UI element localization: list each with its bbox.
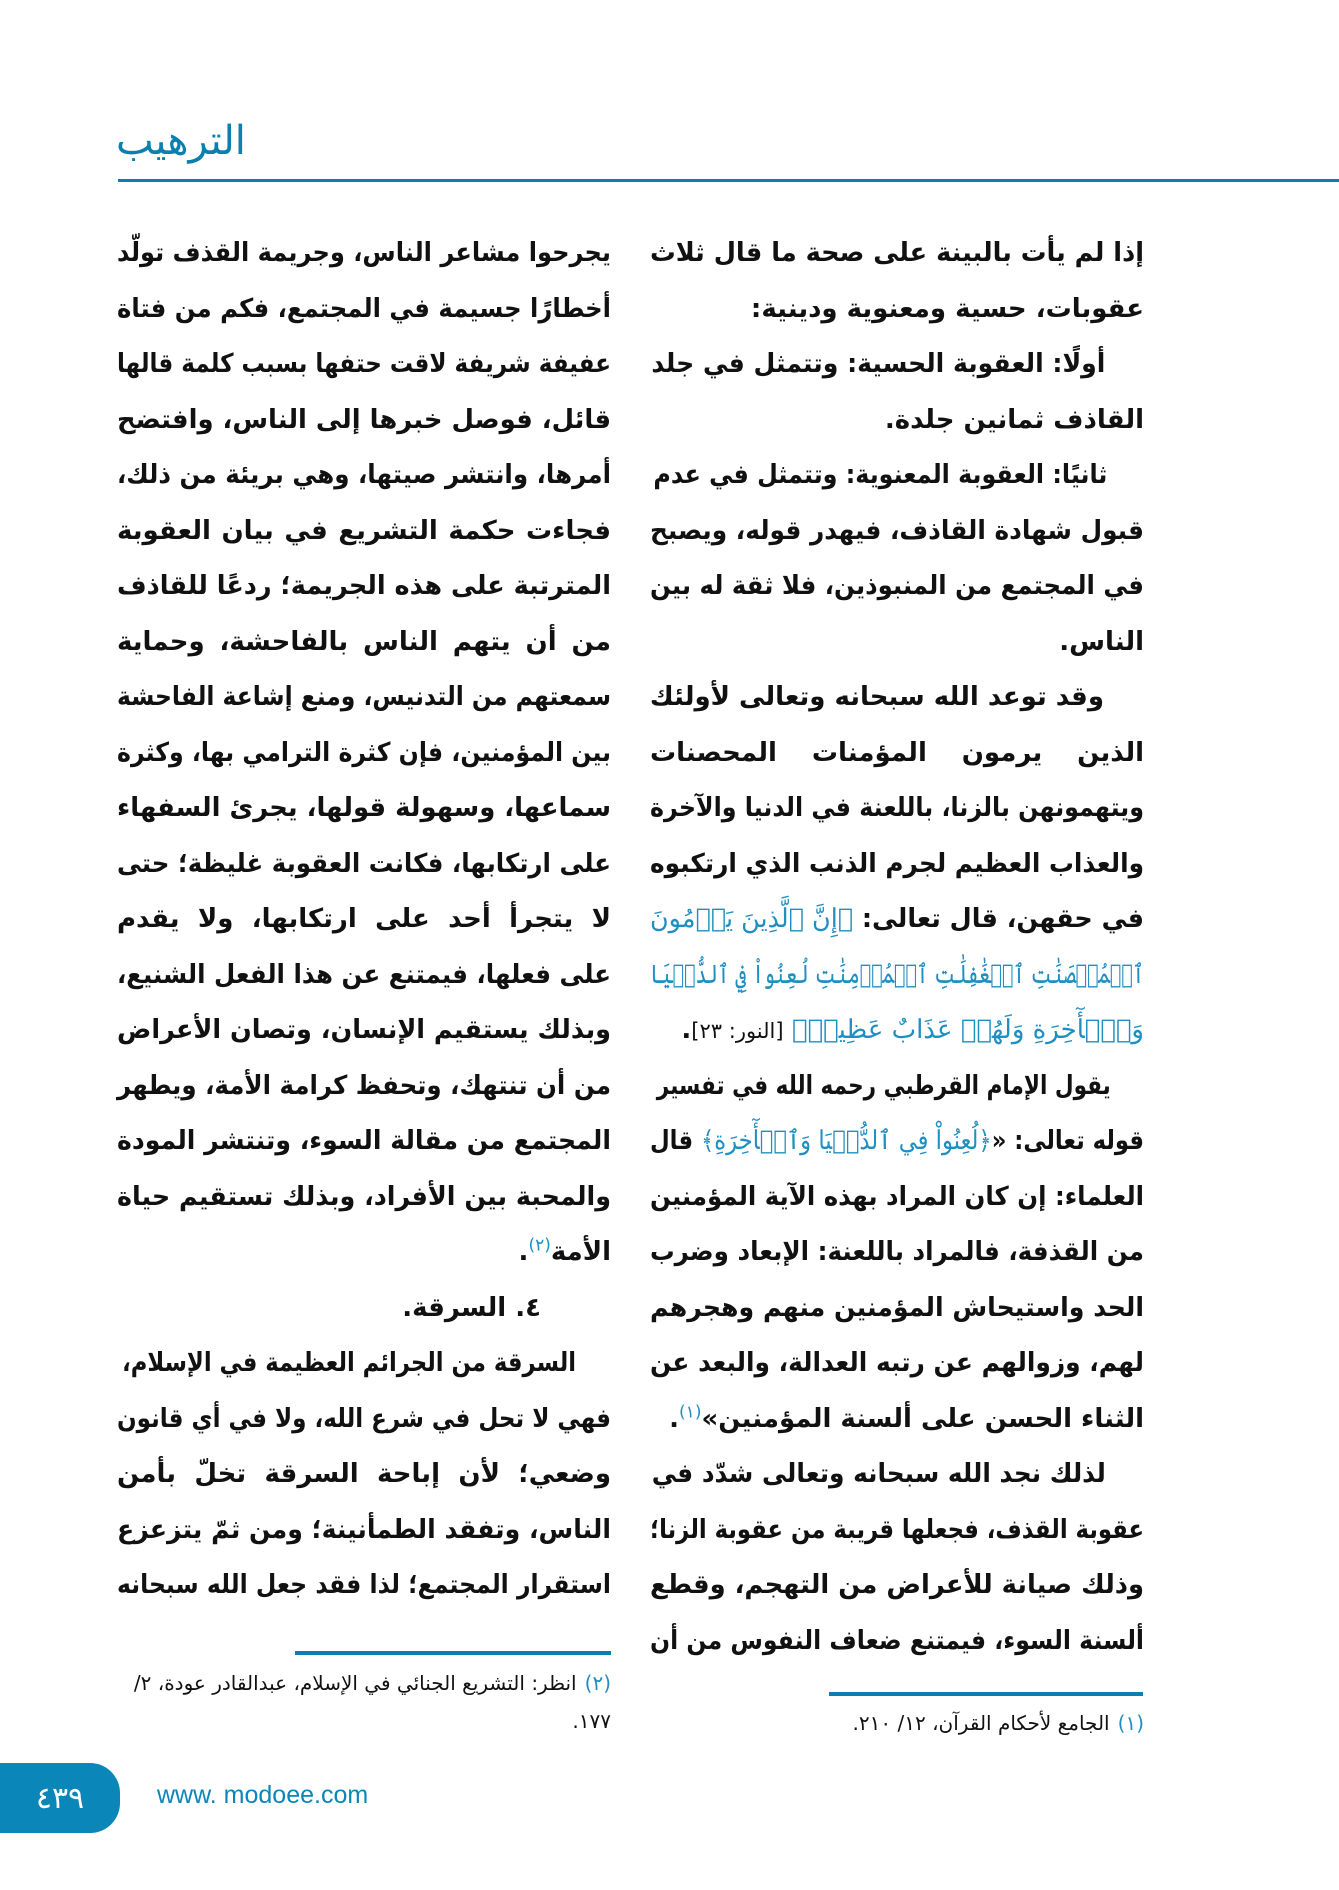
text-line: من أن يتهم الناس بالفاحشة، وحماية [117,626,611,657]
text-line: على فعلها، فيمتنع عن هذا الفعل الشنيع، [116,959,611,990]
footnote-2-number: (٢) [584,1671,611,1695]
footnote-rule-left [295,1651,611,1655]
text-line: على ارتكابها، فكانت العقوبة غليظة؛ حتى [116,848,611,879]
footnote-rule-right [829,1692,1143,1696]
text-segment: الأمة [550,1237,611,1267]
quran-verse: وَٱلۡأٓخِرَةِ وَلَهُمۡ عَذَابٌ عَظِيمٞ﴾ [783,1015,1144,1045]
text-line: ثانيًا: العقوبة المعنوية: وتتمثل في عدم [653,460,1108,490]
text-line: عقوبة القذف، فجعلها قريبة من عقوبة الزنا؛ [650,1514,1144,1545]
chapter-title: الترهيب [116,118,246,164]
footnote-2 [117,1664,611,1740]
text-line: وذلك صيانة للأعراض من التهجم، وقطع [650,1570,1144,1600]
right-column [650,226,1144,1669]
text-line: قبول شهادة القاذف، فيهدر قوله، ويصبح [649,515,1144,546]
text-line: من القذفة، فالمراد باللعنة: الإبعاد وضرب [649,1237,1144,1267]
footnote-2-text: انظر: التشريع الجنائي في الإسلام، عبدالقادر عودة، ٢/ ١٧٧. [133,1671,611,1733]
text-line [117,1225,611,1281]
text-line [650,1003,1144,1059]
section-heading: ٤. السرقة. [402,1292,541,1323]
text-line: سمعتهم من التدنيس، ومنع إشاعة الفاحشة [117,682,611,712]
text-line: أولًا: العقوبة الحسية: وتتمثل في جلد [651,349,1106,379]
quran-verse: ﴿لُعِنُواْ فِي ٱلدُّنۡيَا وَٱلۡأٓخِرَةِ﴾ [700,1126,992,1156]
text-line: لهم، وزوالهم عن رتبه العدالة، والبعد عن [650,1348,1144,1378]
text-segment: في حقهن، قال تعالى: [853,904,1144,934]
text-line: الذين يرمون المؤمنات المحصنات [650,737,1144,768]
left-column [117,226,611,1614]
quran-verse: ٱلۡمُحۡصَنَٰتِ ٱلۡغَٰفِلَٰتِ ٱلۡمُؤۡمِنَٰتِ لُعِنُواْ فِي ٱلدُّنۡيَا [650,959,1144,990]
text-segment: . [669,1403,680,1434]
text-line [650,948,1144,1004]
text-line: عفيفة شريفة لاقت حتفها بسبب كلمة قالها [117,349,611,379]
text-line: والمحبة بين الأفراد، وبذلك تستقيم حياة [116,1181,611,1212]
text-segment: . [681,1015,692,1045]
footnote-1 [650,1704,1144,1742]
header-rule [118,179,1339,182]
text-line: أمرها، وانتشر صيتها، وهي بريئة من ذلك، [116,460,612,490]
text-line: لا يتجرأ أحد على ارتكابها، ولا يقدم [117,904,611,934]
website-link[interactable]: www. modoee.com [157,1781,369,1809]
text-segment: الثناء الحسن على ألسنة المؤمنين» [701,1403,1144,1434]
text-line: بين المؤمنين، فإن كثرة الترامي بها، وكثرة [117,737,612,768]
text-line: استقرار المجتمع؛ لذا فقد جعل الله سبحانه [116,1570,612,1600]
text-segment: قوله تعالى: « [991,1126,1144,1156]
quran-verse: ﴿إِنَّ ٱلَّذِينَ يَرۡمُونَ [650,904,854,934]
text-line: قائل، فوصل خبرها إلى الناس، وافتضح [117,404,611,435]
text-line: إذا لم يأت بالبينة على صحة ما قال ثلاث [649,238,1144,268]
text-line: لذلك نجد الله سبحانه وتعالى شدّد في [651,1459,1106,1489]
text-line: والعذاب العظيم لجرم الذنب الذي ارتكبوه [649,848,1144,879]
text-line: ألسنة السوء، فيمتنع ضعاف النفوس من أن [649,1625,1144,1656]
page-number: ٤٣٩ [0,1763,120,1833]
text-line: الحد واستيحاش المؤمنين منهم وهجرهم [650,1292,1144,1323]
text-line: الناس، وتفقد الطمأنينة؛ ومن ثمّ يتزعزع [117,1514,611,1545]
text-line: فهي لا تحل في شرع الله، ولا في أي قانون [116,1403,611,1434]
text-segment: قال [649,1126,701,1156]
text-line: في المجتمع من المنبوذين، فلا ثقة له بين [649,571,1144,601]
text-line: وبذلك يستقيم الإنسان، وتصان الأعراض [117,1015,611,1045]
text-line: سماعها، وسهولة قولها، يجرئ السفهاء [117,793,611,823]
text-line: فجاءت حكمة التشريع في بيان العقوبة [117,515,611,546]
text-line: الناس. [1059,626,1144,657]
verse-reference: [النور: ٢٣] [691,1019,784,1043]
text-segment: . [518,1237,529,1267]
footnote-marker[interactable]: (٢) [528,1235,551,1256]
text-line: المترتبة على هذه الجريمة؛ ردعًا للقاذف [116,571,611,601]
text-line: أخطارًا جسيمة في المجتمع، فكم من فتاة [116,293,611,324]
text-line [649,1114,1144,1170]
text-line: عقوبات، حسية ومعنوية ودينية: [750,293,1144,324]
text-line: وقد توعد الله سبحانه وتعالى لأولئك [649,682,1104,712]
text-line: القاذف ثمانين جلدة. [884,404,1144,435]
text-line: يقول الإمام القرطبي رحمه الله في تفسير [656,1070,1111,1101]
text-line: وضعي؛ لأن إباحة السرقة تخلّ بأمن [117,1459,611,1489]
text-line: العلماء: إن كان المراد بهذه الآية المؤمنين [649,1181,1144,1212]
text-line: ويتهمونهن بالزنا، باللعنة في الدنيا والآخرة [650,793,1144,823]
text-line: يجرحوا مشاعر الناس، وجريمة القذف تولّد [117,238,611,268]
footnote-1-text: الجامع لأحكام القرآن، ١٢/ ٢١٠. [852,1711,1110,1735]
text-line [650,1392,1144,1448]
footnote-marker[interactable]: (١) [679,1401,702,1422]
text-line [650,892,1144,948]
footnote-1-number: (١) [1117,1711,1144,1735]
text-line: المجتمع من مقالة السوء، وتنتشر المودة [117,1126,611,1156]
text-line: من أن تنتهك، وتحفظ كرامة الأمة، ويطهر [116,1070,611,1101]
text-line: السرقة من الجرائم العظيمة في الإسلام، [122,1348,577,1378]
